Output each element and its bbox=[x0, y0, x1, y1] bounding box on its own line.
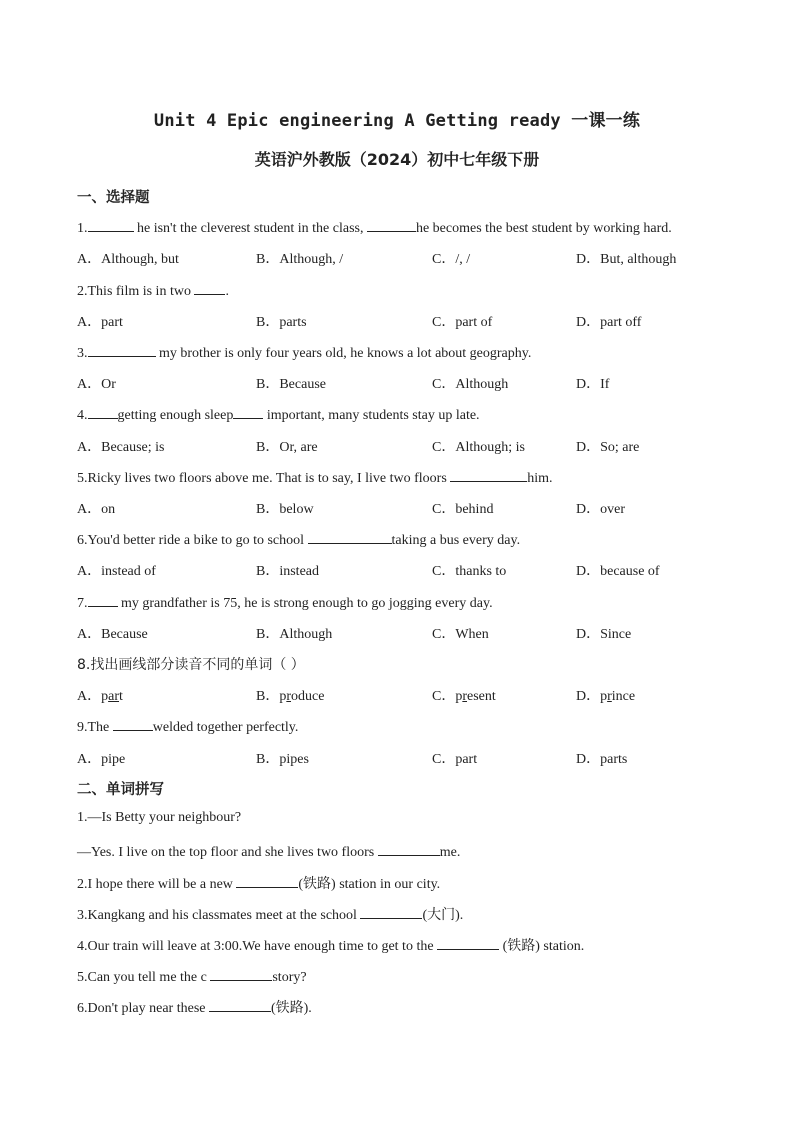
option-d[interactable]: D．But, although bbox=[576, 252, 677, 267]
q-text: (铁路) station. bbox=[499, 939, 585, 954]
q-text: getting enough sleep bbox=[117, 408, 234, 423]
spelling-question-1-reply bbox=[77, 841, 460, 861]
answer-blank[interactable] bbox=[236, 873, 298, 888]
q-text: story? bbox=[272, 970, 307, 985]
spelling-question-6 bbox=[77, 997, 312, 1017]
option-c[interactable]: C．When bbox=[432, 627, 489, 642]
q-text: 6.Don't play near these bbox=[77, 1001, 209, 1016]
option-c[interactable]: C．part bbox=[432, 752, 478, 767]
section-heading-spelling: 二、单词拼写 bbox=[77, 782, 164, 798]
spelling-question-3 bbox=[77, 904, 463, 924]
underlined-letters: r bbox=[607, 689, 612, 704]
option-c[interactable] bbox=[432, 685, 496, 705]
option-c[interactable]: C．behind bbox=[432, 502, 494, 517]
question-7 bbox=[77, 592, 493, 612]
option-text: ince bbox=[611, 689, 636, 704]
q-text: my grandfather is 75, he is strong enough to go jogging every day. bbox=[117, 596, 493, 611]
q-text: 1.—Is Betty your neighbour? bbox=[77, 810, 242, 825]
question-1 bbox=[77, 217, 672, 237]
option-b[interactable]: B．Although bbox=[256, 627, 333, 642]
answer-blank bbox=[308, 529, 392, 544]
answer-blank[interactable] bbox=[209, 997, 271, 1012]
q-text: 1. bbox=[77, 221, 88, 236]
option-a[interactable]: A．Because; is bbox=[77, 440, 165, 455]
answer-blank bbox=[233, 404, 263, 419]
option-text: esent bbox=[467, 689, 496, 704]
q-text: 4. bbox=[77, 408, 88, 423]
options-row bbox=[0, 436, 794, 456]
option-d[interactable] bbox=[576, 685, 635, 705]
option-c[interactable]: C．Although; is bbox=[432, 440, 525, 455]
spelling-question-5 bbox=[77, 966, 307, 986]
option-c[interactable]: C．thanks to bbox=[432, 564, 507, 579]
q-text: welded together perfectly. bbox=[152, 720, 299, 735]
answer-blank bbox=[450, 467, 527, 482]
q-text: 3.Kangkang and his classmates meet at the school bbox=[77, 908, 361, 923]
answer-blank[interactable] bbox=[378, 841, 440, 856]
option-b[interactable]: B．Or, are bbox=[256, 440, 318, 455]
question-8 bbox=[77, 654, 305, 674]
option-d[interactable]: D．over bbox=[576, 502, 625, 517]
underlined-letters: r bbox=[286, 689, 292, 704]
option-prefix: B． bbox=[256, 689, 280, 704]
answer-blank bbox=[88, 592, 118, 607]
option-b[interactable]: B．Although, / bbox=[256, 252, 344, 267]
option-c[interactable]: C．part of bbox=[432, 315, 493, 330]
q-text: 5.Can you tell me the c bbox=[77, 970, 211, 985]
question-6 bbox=[77, 529, 520, 549]
q-text: —Yes. I live on the top floor and she lives two floors bbox=[77, 845, 378, 860]
page-title: Unit 4 Epic engineering A Getting ready 一课一练 bbox=[153, 111, 641, 131]
option-c[interactable]: C．Although bbox=[432, 377, 509, 392]
question-9 bbox=[77, 716, 298, 736]
option-d[interactable]: D．part off bbox=[576, 315, 642, 330]
option-b[interactable] bbox=[256, 685, 324, 705]
option-text: oduce bbox=[291, 689, 325, 704]
q-text: (大门). bbox=[422, 908, 464, 923]
option-prefix: C． bbox=[432, 689, 456, 704]
options-row bbox=[0, 498, 794, 518]
option-b[interactable]: B．parts bbox=[256, 315, 307, 330]
question-5 bbox=[77, 467, 553, 487]
spelling-question-4 bbox=[77, 935, 584, 955]
underlined-letters: ar bbox=[108, 689, 120, 704]
q-text: (铁路). bbox=[270, 1001, 312, 1016]
answer-blank bbox=[113, 716, 153, 731]
option-b[interactable]: B．Because bbox=[256, 377, 326, 392]
question-3 bbox=[77, 342, 531, 362]
option-b[interactable]: B．below bbox=[256, 502, 314, 517]
q-text: 2.I hope there will be a new bbox=[77, 877, 237, 892]
option-b[interactable]: B．pipes bbox=[256, 752, 309, 767]
q-text: he becomes the best student by working hard. bbox=[415, 221, 672, 236]
option-text: p bbox=[279, 689, 287, 704]
q-text: me. bbox=[439, 845, 461, 860]
option-text: p bbox=[600, 689, 608, 704]
option-prefix: A． bbox=[77, 689, 102, 704]
answer-blank bbox=[367, 217, 416, 232]
option-text: p bbox=[101, 689, 109, 704]
q-text: 7. bbox=[77, 596, 88, 611]
option-d[interactable]: D．because of bbox=[576, 564, 660, 579]
question-2 bbox=[77, 280, 229, 300]
answer-blank[interactable] bbox=[360, 904, 422, 919]
option-a[interactable]: A．Or bbox=[77, 377, 116, 392]
option-a[interactable]: A．part bbox=[77, 315, 123, 330]
underlined-letters: r bbox=[462, 689, 468, 704]
option-d[interactable]: D．If bbox=[576, 377, 610, 392]
options-row bbox=[0, 685, 794, 705]
option-d[interactable]: D．So; are bbox=[576, 440, 640, 455]
q-text: important, many students stay up late. bbox=[263, 408, 480, 423]
option-c[interactable]: C．/, / bbox=[432, 252, 471, 267]
option-a[interactable]: A．Although, but bbox=[77, 252, 179, 267]
option-d[interactable]: D．parts bbox=[576, 752, 628, 767]
option-a[interactable]: A．pipe bbox=[77, 752, 126, 767]
option-a[interactable] bbox=[77, 685, 123, 705]
option-b[interactable]: B．instead bbox=[256, 564, 319, 579]
options-row bbox=[0, 748, 794, 768]
answer-blank bbox=[88, 342, 156, 357]
page-subtitle: 英语沪外教版（2024）初中七年级下册 bbox=[254, 150, 540, 169]
option-text: p bbox=[455, 689, 463, 704]
answer-blank bbox=[88, 404, 118, 419]
option-a[interactable]: A．instead of bbox=[77, 564, 156, 579]
q-text: he isn't the cleverest student in the class, bbox=[133, 221, 367, 236]
q-text: . bbox=[225, 284, 229, 299]
options-row bbox=[0, 623, 794, 643]
q-text: 5.Ricky lives two floors above me. That is to say, I live two floors bbox=[77, 471, 451, 486]
question-4 bbox=[77, 404, 480, 424]
answer-blank bbox=[88, 217, 134, 232]
q-text: 3. bbox=[77, 346, 88, 361]
q-text: him. bbox=[527, 471, 553, 486]
section-heading-choice: 一、选择题 bbox=[77, 190, 150, 206]
q-text: taking a bus every day. bbox=[391, 533, 521, 548]
q-text: 6.You'd better ride a bike to go to school bbox=[77, 533, 308, 548]
option-prefix: D． bbox=[576, 689, 601, 704]
option-text: t bbox=[119, 689, 123, 704]
option-a[interactable]: A．Because bbox=[77, 627, 148, 642]
options-row bbox=[0, 560, 794, 580]
option-d[interactable]: D．Since bbox=[576, 627, 632, 642]
answer-blank bbox=[194, 280, 225, 295]
options-row bbox=[0, 373, 794, 393]
q-text: 4.Our train will leave at 3:00.We have enough time to get to the bbox=[77, 939, 438, 954]
q-text: my brother is only four years old, he knows a lot about geography. bbox=[155, 346, 532, 361]
q-text: (铁路) station in our city. bbox=[298, 877, 441, 892]
spelling-question-2 bbox=[77, 873, 440, 893]
q-text: 2.This film is in two bbox=[77, 284, 195, 299]
answer-blank[interactable] bbox=[210, 966, 272, 981]
options-row bbox=[0, 248, 794, 268]
option-a[interactable]: A．on bbox=[77, 502, 116, 517]
answer-blank[interactable] bbox=[437, 935, 499, 950]
spelling-question-1 bbox=[77, 810, 241, 826]
q-text: 9.The bbox=[77, 720, 113, 735]
options-row bbox=[0, 311, 794, 331]
q-text: 8.找出画线部分读音不同的单词（ ） bbox=[77, 657, 305, 673]
